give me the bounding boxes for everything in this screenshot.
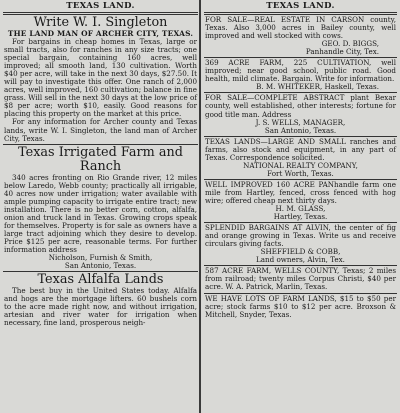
ad-body: WELL IMPROVED 160 ACRE PANhandle farm one mile from Hartley, fenced, cross fenced with hog wire; offered cheap next thirty days. (205, 179, 396, 205)
ad-body: WE HAVE LOTS OF FARM LANDS, $15 to $50 per acre; stock farms $10 to $12 per acre. Broxson & Mitchell, Snyder, Texas. (205, 293, 396, 319)
ad-signature: B. M. WHITEKER, Haskell, Texas. (256, 82, 379, 92)
ad-subtitle: THE LAND MAN OF ARCHER CITY, TEXAS. (7, 29, 194, 38)
ad-title: Texas Irrigated Farm and (18, 144, 183, 160)
right-column (202, 0, 399, 413)
ad-body: SPLENDID BARGAINS AT ALVIN, the center of fig and orange growing in Texas. Write us and receive circulars giving facts. (205, 223, 396, 249)
ad-snyder (202, 295, 399, 319)
ad-title: Ranch (79, 158, 122, 174)
ad-signature: San Antonio, Texas. (64, 261, 137, 271)
ad-signature: San Antonio, Texas. (264, 125, 337, 135)
ad-signature: Fort Worth, Texas. (267, 168, 334, 178)
ad-body: TEXAS LANDS—LARGE AND SMALL ranches and farms, also stock and equipment, in any part of Texas. Correspondence solicited. (205, 136, 396, 162)
section-heading-right: TEXAS LAND. (266, 1, 335, 11)
ad-irrigated-farm (1, 146, 200, 271)
ad-body: 369 ACRE FARM, 225 CULTIVATION, well improved; near good school, public road. Good health, mild climate. Bargain. Write for information. (205, 58, 396, 84)
ad-body: For any information for Archer county and Texas lands, write W. I. Singleton, the land man of Archer City, Texas. (4, 117, 197, 143)
ad-singleton (1, 16, 200, 143)
ad-carson (202, 16, 399, 56)
ad-signature: J. S. WELLS, MANAGER, (255, 117, 346, 127)
ad-realty (202, 138, 399, 178)
ad-title: Texas Alfalfa Lands (37, 272, 164, 288)
ad-abstract (202, 94, 399, 134)
ad-title: Write W. I. Singleton (33, 15, 168, 30)
ad-signature: SHEFFIELD & COBB, (260, 247, 341, 257)
ad-wells-county (202, 267, 399, 291)
left-column (1, 0, 200, 413)
ad-body: FOR SALE—COMPLETE ABSTRACT plant Bexar county, well established, other interests; fortune for good title man. Address (205, 93, 396, 119)
ad-body: For bargains in cheap homes in Texas, large or small tracts, also for ranches in any size tracts; one special bargain, containing 160 acres, well improved; all smooth land, 130 cultivation. Worth $40 per acre, will take in the next 30 days, $27.50. It will pay to investigate this offer. One ranch of 2,000 acres, well improved, 160 cultivation; balance in fine grass. Will sell in the next 30 days at the low price of $8 per acre; worth $10, easily. Good reasons for placing this property on the market at this price. (4, 37, 197, 119)
column-divider (199, 0, 201, 413)
ad-body: FOR SALE—REAL ESTATE IN CARSON county, Texas. Also 3,000 acres in Bailey county, well improved and well stocked with cows. (205, 15, 396, 41)
ad-alfalfa (1, 273, 200, 327)
ad-body: 587 ACRE FARM, WELLS COUNTY, Texas; 2 miles from railroad; twenty miles Corpus Christi, $40 per acre. W. A. Patrick, Marlin, Texas. (205, 266, 396, 292)
ad-haskell (202, 59, 399, 91)
ad-signature: Land owners, Alvin, Tex. (256, 255, 345, 265)
section-heading-left: TEXAS LAND. (66, 1, 135, 11)
ad-signature: Nicholson, Furnish & Smith, (48, 253, 153, 263)
ad-body: 340 acres fronting on Rio Grande river, 12 miles below Laredo, Webb county; practically all irrigable, 40 acres now under irrigation; water available with ample pumping capacity to irrigate entire tract; new installation. There is no better corn, cotton, alfalfa, onion and truck land in Texas. Growing crops speak for themselves. Property is for sale as owners have a large tract adjoining which they desire to develop. Price $125 per acre, reasonable terms. For further information address (4, 172, 197, 255)
ad-hartley (202, 181, 399, 221)
ad-signature: NATIONAL REALTY COMPANY, (243, 160, 358, 170)
ad-signature: Hartley, Texas. (273, 212, 328, 222)
ad-body: The best buy in the United States today. Alfalfa and hogs are the mortgage lifters. 60 bushels corn to the acre made right now, and without irrigation, artesian and river water for irrigation when necessary, fine land, prosperous neigh- (4, 286, 197, 328)
ad-alvin (202, 224, 399, 264)
ad-signature: GEO. D. BIGGS, (321, 39, 379, 49)
ad-signature: Panhandle City, Tex. (305, 47, 379, 57)
ad-signature: H. M. GLASS, (275, 204, 326, 214)
